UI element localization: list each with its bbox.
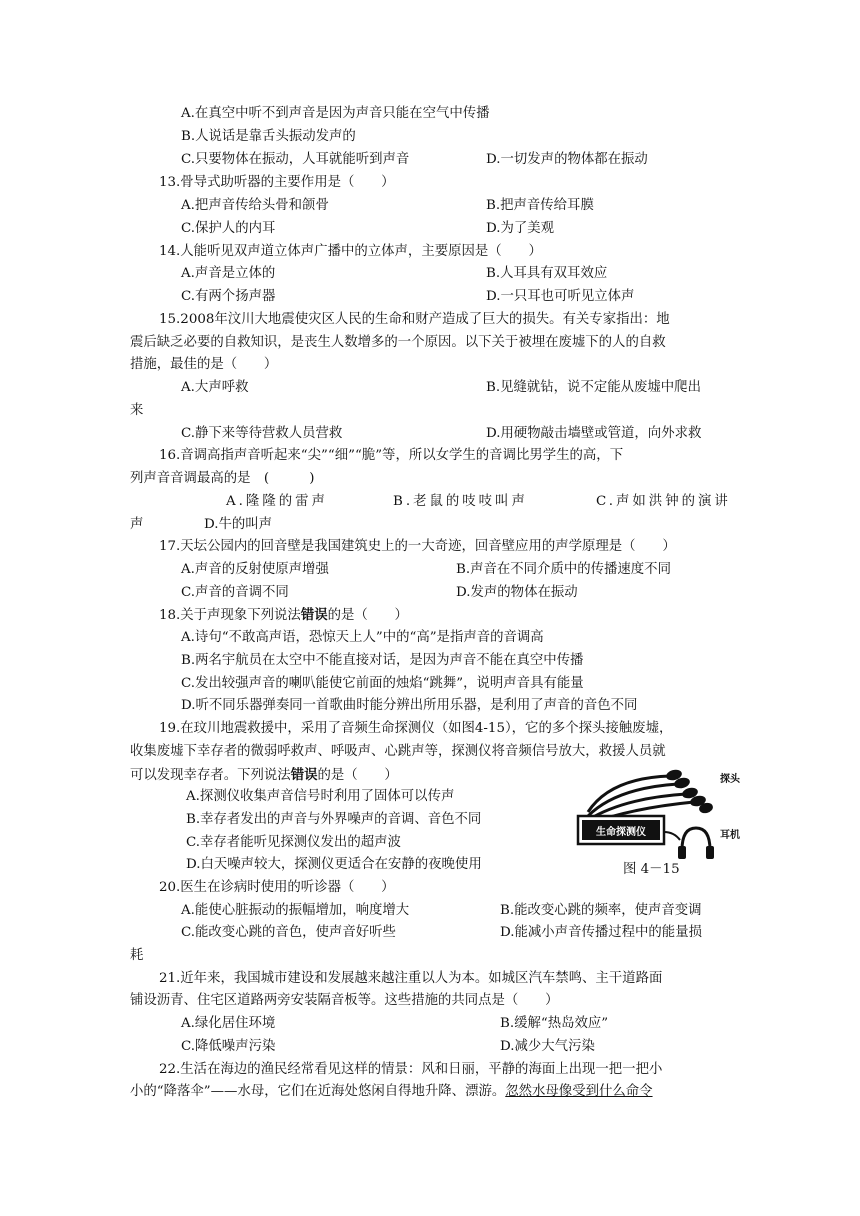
q14-option-c: C.有两个扬声器 bbox=[181, 289, 276, 304]
q19-option-b: B.幸存者发出的声音与外界噪声的音调、音色不同 bbox=[186, 812, 482, 827]
q15-stem-line1: 15.2008年汶川大地震使灾区人民的生命和财产造成了巨大的损失。有关专家指出：地 bbox=[159, 312, 670, 327]
q21-option-b: B.缓解“热岛效应” bbox=[500, 1016, 609, 1031]
q21-stem-line1: 21.近年来，我国城市建设和发展越来越注重以人为本。如城区汽车禁鸣、主干道路面 bbox=[159, 971, 663, 986]
q19-option-a: A.探测仪收集声音信号时利用了固体可以传声 bbox=[186, 789, 455, 804]
q12-option-a: A.在真空中听不到声音是因为声音只能在空气中传播 bbox=[181, 106, 490, 121]
earphone-label: 耳机 bbox=[720, 830, 740, 841]
q19-stem-line3 bbox=[130, 765, 398, 786]
q16-option-c-line2: 声 bbox=[130, 517, 144, 532]
q12-option-d: D.一切发声的物体都在振动 bbox=[486, 152, 648, 167]
q16-option-a: A.隆隆的雷声 bbox=[226, 494, 328, 509]
q15-option-b-line2: 来 bbox=[130, 403, 144, 418]
q21-stem-line2: 铺设沥青、住宅区道路两旁安装隔音板等。这些措施的共同点是（ ） bbox=[130, 993, 559, 1008]
q18-stem-emphasis: 错误 bbox=[300, 607, 328, 623]
q13-option-c: C.保护人的内耳 bbox=[181, 221, 276, 236]
q18-option-b: B.两名宇航员在太空中不能直接对话，是因为声音不能在真空中传播 bbox=[181, 653, 584, 668]
figure-caption: 图 4－15 bbox=[623, 862, 680, 877]
device-label: 生命探测仪 bbox=[596, 827, 646, 838]
q20-option-a: A.能使心脏振动的振幅增加，响度增大 bbox=[181, 903, 410, 918]
q15-option-c: C.静下来等待营救人员营救 bbox=[181, 426, 343, 441]
probe-label: 探头 bbox=[720, 774, 740, 785]
q15-option-d: D.用硬物敲击墙壁或管道，向外求救 bbox=[486, 426, 702, 441]
q20-option-d-line2: 耗 bbox=[130, 948, 144, 963]
q18-stem-post: 的是（ ） bbox=[327, 608, 408, 623]
q18-stem bbox=[159, 605, 408, 626]
q20-option-d-line1: D.能减小声音传播过程中的能量损 bbox=[500, 925, 702, 940]
q20-option-c: C.能改变心跳的音色，使声音好听些 bbox=[181, 925, 396, 940]
q22-stem-pre: 小的“降落伞”——水母，它们在近海处悠闲自得地升降、漂游。 bbox=[130, 1084, 506, 1099]
q17-option-a: A.声音的反射使原声增强 bbox=[181, 562, 329, 577]
q14-option-a: A.声音是立体的 bbox=[181, 266, 276, 281]
q13-option-a: A.把声音传给头骨和颌骨 bbox=[181, 198, 329, 213]
q16-stem-line1: 16.音调高指声音听起来“尖”“细”“脆”等，所以女学生的音调比男学生的高，下 bbox=[159, 448, 624, 463]
q22-stem-line2 bbox=[130, 1082, 653, 1102]
q15-stem-line3: 措施，最佳的是（ ） bbox=[130, 357, 278, 372]
q15-option-b-line1: B.见缝就钻，说不定能从废墟中爬出 bbox=[486, 380, 701, 395]
q16-option-d: D.牛的叫声 bbox=[204, 517, 273, 532]
life-detector-figure bbox=[574, 766, 746, 868]
q13-option-d: D.为了美观 bbox=[486, 221, 555, 236]
q19-stem-emphasis: 错误 bbox=[290, 767, 318, 783]
q16-stem-line2: 列声音音调最高的是 ( ) bbox=[130, 471, 315, 486]
q19-stem-pre: 可以发现幸存者。下列说法 bbox=[130, 768, 291, 783]
q19-option-d: D.白天噪声较大，探测仪更适合在安静的夜晚使用 bbox=[186, 857, 482, 872]
q14-option-d: D.一只耳也可听见立体声 bbox=[486, 289, 635, 304]
q18-option-a: A.诗句“不敢高声语，恐惊天上人”中的“高”是指声音的音调高 bbox=[181, 630, 544, 645]
q19-stem-post: 的是（ ） bbox=[317, 768, 398, 783]
q16-option-c-line1: C.声如洪钟的演讲 bbox=[596, 494, 731, 509]
q15-option-a: A.大声呼救 bbox=[181, 380, 249, 395]
q20-option-b: B.能改变心跳的频率，使声音变调 bbox=[500, 903, 702, 918]
q17-option-c: C.声音的音调不同 bbox=[181, 585, 289, 600]
q17-option-b: B.声音在不同介质中的传播速度不同 bbox=[456, 562, 671, 577]
q14-stem: 14.人能听见双声道立体声广播中的立体声，主要原因是（ ） bbox=[159, 244, 542, 259]
q17-stem: 17.天坛公园内的回音壁是我国建筑史上的一大奇迹，回音壁应用的声学原理是（ ） bbox=[159, 539, 676, 554]
q22-stem-underlined: 忽然水母像受到什么命令 bbox=[505, 1084, 653, 1099]
q15-stem-line2: 震后缺乏必要的自救知识，是丧生人数增多的一个原因。以下关于被埋在废墟下的人的自救 bbox=[130, 335, 666, 350]
q19-stem-line2: 收集废墟下幸存者的微弱呼救声、呼吸声、心跳声等，探测仪将音频信号放大，救援人员就 bbox=[130, 744, 666, 759]
q17-option-d: D.发声的物体在振动 bbox=[456, 585, 578, 600]
q18-option-c: C.发出较强声音的喇叭能使它前面的烛焰“跳舞”，说明声音具有能量 bbox=[181, 676, 584, 691]
q22-stem-line1: 22.生活在海边的渔民经常看见这样的情景：风和日丽，平静的海面上出现一把一把小 bbox=[159, 1062, 663, 1077]
q21-option-d: D.减少大气污染 bbox=[500, 1039, 595, 1054]
q13-stem: 13.骨导式助听器的主要作用是（ ） bbox=[159, 175, 395, 190]
q21-option-c: C.降低噪声污染 bbox=[181, 1039, 276, 1054]
q13-option-b: B.把声音传给耳膜 bbox=[486, 198, 594, 213]
q18-option-d: D.听不同乐器弹奏同一首歌曲时能分辨出所用乐器，是利用了声音的音色不同 bbox=[181, 698, 638, 713]
q21-option-a: A.绿化居住环境 bbox=[181, 1016, 276, 1031]
q18-stem-pre: 18.关于声现象下列说法 bbox=[159, 608, 301, 623]
q19-stem-line1: 19.在玟川地震救援中，采用了音频生命探测仪（如图4-15），它的多个探头接触废墟， bbox=[159, 721, 673, 736]
q14-option-b: B.人耳具有双耳效应 bbox=[486, 266, 608, 281]
q19-option-c: C.幸存者能听见探测仪发出的超声波 bbox=[186, 835, 401, 850]
q16-option-b: B.老鼠的吱吱叫声 bbox=[393, 494, 528, 509]
q12-option-b: B.人说话是靠舌头振动发声的 bbox=[181, 129, 356, 144]
q20-stem: 20.医生在诊病时使用的听诊器（ ） bbox=[159, 880, 395, 895]
q12-option-c: C.只要物体在振动，人耳就能听到声音 bbox=[181, 152, 410, 167]
